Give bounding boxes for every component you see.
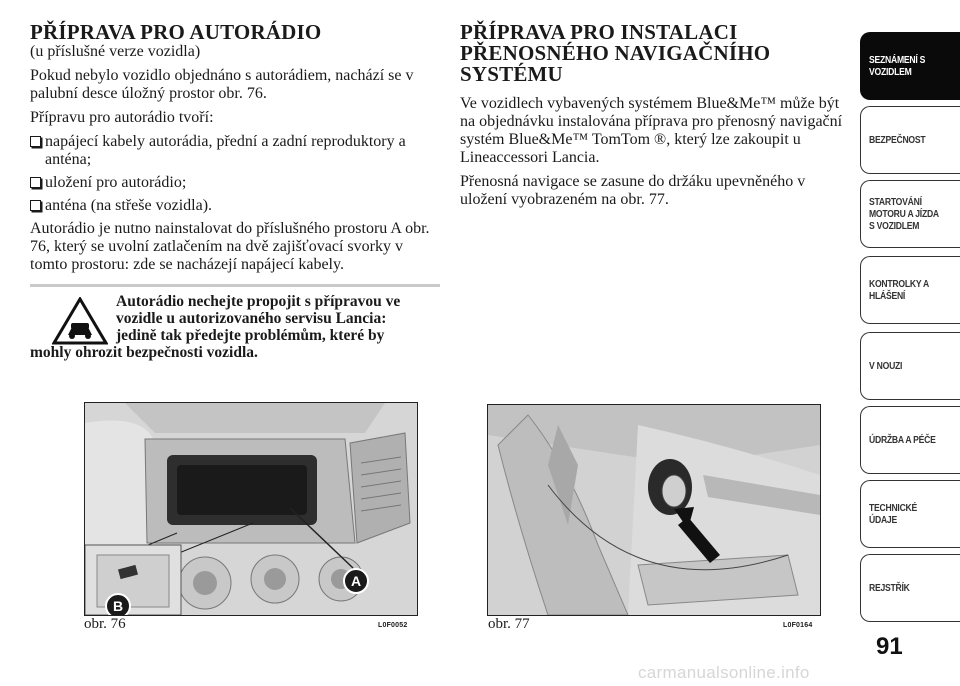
list-item: napájecí kabely autorádia, přední a zadní reproduktory a anténa; [30,133,438,169]
checkbox-bullet-icon [30,136,41,147]
checkbox-bullet-icon [30,177,41,188]
paragraph-intro: Pokud nebylo vozidlo objednáno s autorádiem, nachází se v palubní desce úložný prostor obr. 76. [30,67,414,102]
divider [30,284,440,287]
page-number: 91 [876,633,903,660]
navigation-mount-illustration [488,405,820,615]
callout-b: B [105,593,131,616]
warning-line: mohly ohrozit bezpečnosti vozidla. [30,344,258,361]
figure-caption-77: obr. 77 [488,616,530,632]
checkbox-bullet-icon [30,200,41,211]
tab-kontrolky[interactable]: KONTROLKY A HLÁŠENÍ [860,256,960,324]
title-line: PŘÍPRAVA PRO INSTALACI [460,20,738,44]
figure-caption-76: obr. 76 [84,616,126,632]
warning-triangle-icon [52,297,108,345]
figure-radio-compartment [84,402,418,616]
watermark: carmanualsonline.info [638,663,810,682]
paragraph-navigation: Přenosná navigace se zasune do držáku upevněného v uložení vyobrazeném na obr. 77. [460,173,806,208]
paragraph-list-intro: Přípravu pro autorádio tvoří: [30,109,214,126]
section-subtitle: (u příslušné verze vozidla) [30,43,201,60]
callout-a: A [343,568,369,594]
figure-code-77: L0F0164 [783,622,813,629]
section-title-navigation [460,22,852,85]
list-item: anténa (na střeše vozidla). [30,197,438,215]
warning-line: Autorádio nechejte propojit s přípravou ve [116,293,401,310]
section-title-radio: PŘÍPRAVA PRO AUTORÁDIO [30,20,322,44]
tab-bezpecnost[interactable]: BEZPEČNOST [860,106,960,174]
tab-udrzba[interactable]: ÚDRŽBA A PÉČE [860,406,960,474]
title-line: SYSTÉMU [460,62,563,86]
tab-startovani[interactable]: STARTOVÁNÍ MOTORU A JÍZDA S VOZIDLEM [860,180,960,248]
figure-navigation-mount [487,404,821,616]
title-line: PŘENOSNÉHO NAVIGAČNÍHO [460,41,771,65]
figure-code-76: L0F0052 [378,622,408,629]
tab-technicke[interactable]: TECHNICKÉ ÚDAJE [860,480,960,548]
warning-line: jedině tak předejte problémům, které by [116,327,385,344]
warning-line: vozidle u autorizovaného servisu Lancia: [116,310,387,327]
tab-v-nouzi[interactable]: V NOUZI [860,332,960,400]
tab-seznameni[interactable]: SEZNÁMENÍ S VOZIDLEM [860,32,960,100]
tab-rejstrik[interactable]: REJSTŘÍK [860,554,960,622]
list-item: uložení pro autorádio; [30,174,438,192]
left-column [30,22,438,361]
paragraph-install: Autorádio je nutno nainstalovat do příslušného prostoru A obr. 76, který se uvolní zatlačením na dvě zajišťovací svorky v tomto prostoru: zde se nacházejí napájecí kabely. [30,220,430,273]
paragraph-bluemee: Ve vozidlech vybavených systémem Blue&Me™ může být na objednávku instalována příprava pro přenosný navigační systém Blue&Me™ TomTom ®, který lze zakoupit u Lineaccessori Lancia. [460,95,843,166]
warning-block [30,293,438,361]
right-column [460,22,852,215]
